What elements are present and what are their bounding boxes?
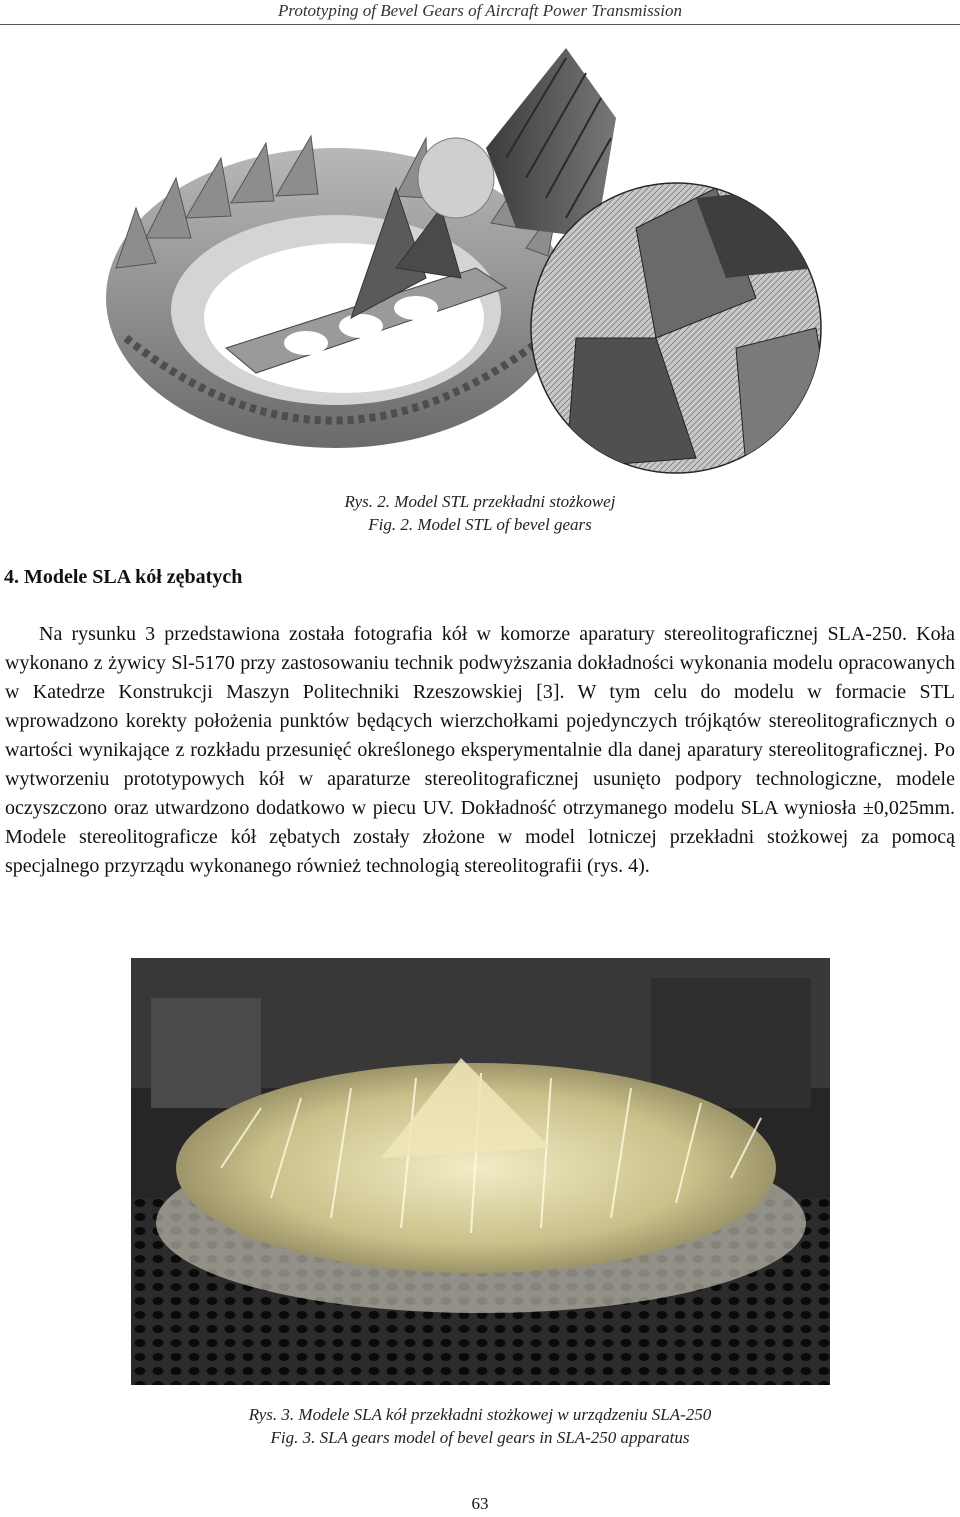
- page-number: 63: [471, 1494, 489, 1513]
- figure-2-caption: [0, 490, 960, 536]
- ring-gear: [106, 136, 566, 448]
- figure-3-caption-pl: Rys. 3. Modele SLA kół przekładni stożkowej w urządzeniu SLA-250: [248, 1405, 712, 1424]
- pinion-gear: [418, 48, 616, 238]
- figure-2-caption-pl: Rys. 2. Model STL przekładni stożkowej: [344, 492, 616, 511]
- sla-gear-photo: [131, 958, 830, 1385]
- figure-3-caption: [0, 1403, 960, 1449]
- header-rule: [0, 24, 960, 25]
- figure-3-image: [131, 958, 830, 1385]
- figure-2-caption-en: Fig. 2. Model STL of bevel gears: [368, 515, 592, 534]
- stl-gear-illustration: [96, 38, 866, 474]
- figure-2-image: [96, 38, 866, 474]
- section-paragraph: Na rysunku 3 przedstawiona została fotografia kół w komorze aparatury stereolitograficznej SLA-250. Koła wykonano z żywicy Sl-5170 przy zastosowaniu technik podwyższania dokładności wykonania modelu opracowanych w Katedrze Konstrukcji Maszyn Politechniki Rzeszowskiej [3]. W tym celu do modelu w formacie STL wprowadzono korekty położenia punktów będących wierzchołkami pojedynczych trójkątów stereolitograficznych o wartości wynikające z rozkładu przesunięć określonego eksperymentalnie dla danej aparatury stereolitograficznej. Po wytworzeniu prototypowych kół w aparaturze stereolitograficznej usunięto podpory technologiczne, modele oczyszczono oraz utwardzono dodatkowo w piecu UV. Dokładność otrzymanego modelu SLA wyniosła ±0,025mm. Modele stereolitograficze kół zębatych zostały złożone w model lotniczej przekładni stożkowej za pomocą specjalnego przyrządu wykonanego również technologią stereolitografii (rys. 4).: [5, 623, 955, 877]
- figure-3-caption-en: Fig. 3. SLA gears model of bevel gears in SLA-250 apparatus: [270, 1428, 690, 1447]
- running-head: Prototyping of Bevel Gears of Aircraft Power Transmission: [277, 1, 683, 20]
- section-title: 4. Modele SLA kół zębatych: [4, 566, 243, 588]
